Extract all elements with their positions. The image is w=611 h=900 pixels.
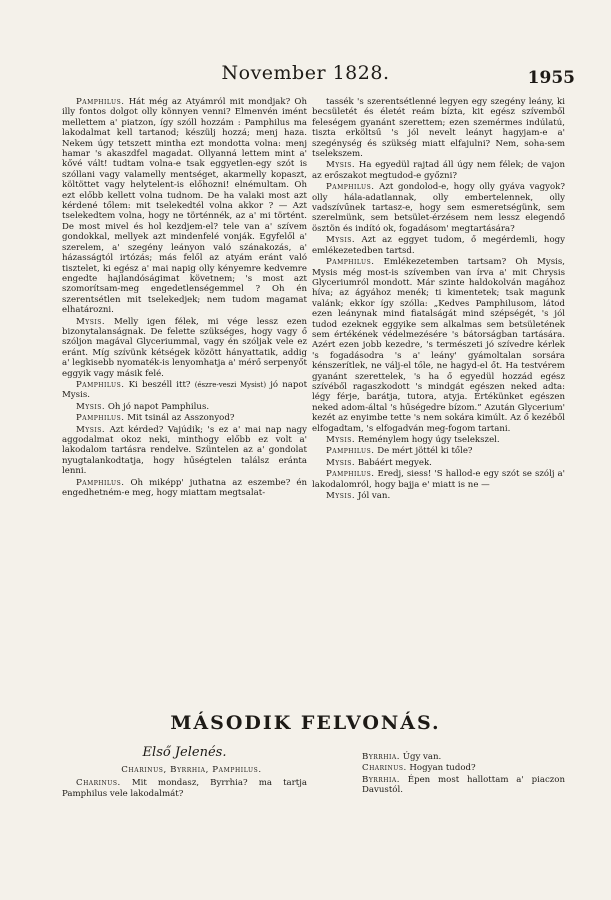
speech-text: Jól van. <box>357 491 391 502</box>
speech-paragraph <box>312 458 565 468</box>
speech-paragraph <box>312 97 565 159</box>
speech-paragraph <box>362 752 565 762</box>
speech-text-continued: jó napot Mysis. <box>62 379 307 401</box>
act-column-right <box>362 752 565 797</box>
speech-text: Hogyan tudod? <box>409 763 476 774</box>
stage-direction: (észre-veszi Mysist) <box>194 380 267 389</box>
speech-text: Hát még az Atyámról mit mondjak? Oh illy fontos dolgot olly könnyen venni? Elmenvén imént mellettem a' piatzon, így szóll hozzám : Pamphilus ma lakodalmat kell tartanod; készülj hozzá; menj haza. Nekem úgy tetszett mintha ezt mondotta volna: menj hamar 's akaszdfel magadat. Ollyanná lettem mint a' kővé vált! tudtam volna-e tsak eggyetlen-egy szót is szóllani vagy valamelly mentséget, akarmelly kopaszt, költöttet vagy helytelent-is előhozni! elnémultam. Oh ezt előbb kellett volna tudnom. De ha valaki most azt kérdené tőlem: mit tselekedtél volna akkor ? — Azt tselekedtem volna, hogy ne történnék, az a' mi történt. De most mivel és hol kezdjem-el? tele van a' szívem gondokkal, mellyek azt mindenfelé vonják. Egyfelől a' szerelem, a' szegény leányon való szánakozás, a' házasságtól irtózás; más felől az atyám eránt való tisztelet, ki egész a' mai napig olly kényemre kedvemre engedte hajlandóságimat követnem; 's most azt szomorítsam-meg engedetlenségemmel ? Oh én szerentsétlen mit tselekedjek; nem tudom magamat elhatározni. <box>62 97 307 316</box>
speech-text: Melly igen félek, mi vége lessz ezen bizonytalanságnak. De felette szükséges, hogy vagy ő szóljon magával Glyceriummal, vagy én szóljak vele ez eránt. Míg szívünk kétségek között hányattatik, addig a' legkisebb nyomaték-is lenyomhatja a' mérő serpenyőt eggyik vagy másik felé. <box>62 316 307 379</box>
speaker-name: Mysis. <box>326 160 356 171</box>
speech-paragraph <box>62 317 307 379</box>
speaker-name: Pamphilus. <box>76 477 125 488</box>
speech-paragraph <box>362 775 565 796</box>
speaker-name: Pamphilus. <box>76 97 125 107</box>
speaker-name: Charinus. <box>362 763 407 774</box>
page-number: 1955 <box>527 68 575 88</box>
speech-paragraph <box>62 425 307 477</box>
speech-paragraph <box>312 257 565 434</box>
dramatis-personae: Charinus, Byrrhia, Pamphilus. <box>121 765 262 775</box>
speech-text: Úgy van. <box>402 752 442 762</box>
speech-paragraph <box>62 380 307 401</box>
speaker-name: Mysis. <box>326 235 356 246</box>
speech-paragraph <box>62 478 307 499</box>
speaker-name: Byrrhia. <box>362 774 400 785</box>
text-column-right <box>312 97 565 669</box>
speaker-name: Pamphilus. <box>326 257 375 268</box>
speaker-name: Mysis. <box>76 424 106 435</box>
speech-text: Ha egyedül rajtad áll úgy nem félek; de vajon az erőszakot megtudod-e győzni? <box>312 160 565 181</box>
speech-paragraph <box>62 97 307 316</box>
speech-text: Babáért megyek. <box>357 457 432 468</box>
speech-text: Reménylem hogy úgy tselekszel. <box>357 435 500 445</box>
speaker-name: Mysis. <box>326 435 356 445</box>
speaker-name: Pamphilus. <box>326 182 375 193</box>
speaker-name: Pamphilus. <box>76 413 125 424</box>
speech-paragraph <box>312 435 565 445</box>
speaker-name: Pamphilus. <box>76 379 125 390</box>
speech-text: Azt kérded? Vajúdik; 's ez a' mai nap nagy aggodalmat okoz neki, minthogy előbb ez volt a' lakodalom tartásra rendelve. Szüntelen az a' gondolat nyugtalankodtatja, hogy hűségtelen találsz eránta lenni. <box>62 424 307 477</box>
speech-paragraph <box>312 160 565 181</box>
speech-text: Emlékezetemben tartsam? Oh Mysis, Mysis még most-is szívemben van írva a' mit Chrysis Glyceriumról mondott. Már szinte haldokolván magához híva; az ágyához menék; ti kimentetek; tsak magunk valánk; ekkor így szólla: „Kedves Pamphilusom, látod ezen leánynak mind fiatalságát mind szépségét, 's jól tudod ezeknek eggyike sem alkalmas sem betsületének sem értékének védelmezésére 's bátorságban tartására. Azért ezen jobb kezedre, 's természeti jó szívedre kérlek 's fogadásodra 's a' leány' gyámoltalan sorsára kénszerítlek, ne válj-el tőle, ne hagyd-el őt. Ha testvérem gyanánt szerettelek, 's ha ő egyedül hozzád egész szívéből ragaszkodott 's mindgát egészen neked adta: légy férje, barátja, tutora, atyja. Értékünket egészen neked adom-által 's hűségedre bízom.” Azután Glycerium' kezét az enyimbe tette 's nem sokára kimúlt. Az ő kezéből elfogadtam, 's elfogadván meg-fogom tartani. <box>312 257 565 434</box>
speech-text: Ki beszéll itt? <box>128 379 191 390</box>
running-head-title: November 1828. <box>221 62 390 84</box>
speech-paragraph <box>62 413 307 423</box>
act-column-left <box>62 765 307 800</box>
speaker-name: Pamphilus. <box>326 446 375 457</box>
act-heading: MÁSODIK FELVONÁS. <box>170 712 441 734</box>
speaker-name: Mysis. <box>76 316 106 327</box>
speech-text: De mért jöttél ki tőle? <box>377 446 473 457</box>
speech-paragraph <box>62 402 307 412</box>
text-column-left <box>62 97 307 669</box>
speech-text: tassék 's szerentsétlenné legyen egy szegény leány, ki becsületét és életét reám bízta, kit egész szívemből feleségem gyanánt szerettem; ezen szemérmes indúlatú, tiszta erköltsű 's jól nevelt leányt hagyjam-e a' szegénység és szükség miatt elfajulni? Nem, soha-sem tselekszem. <box>312 97 565 160</box>
speaker-name: Pamphilus. <box>326 469 375 480</box>
speech-text: Azt gondolod-e, hogy olly gyáva vagyok? olly hála-adatlannak, olly embertelennek, olly vadszívűnek tartasz-e, hogy sem esmeretségünk, sem szerelmünk, sem betsület-érzésem nem lessz elegendő ösztön és indító ok, fogadásom' megtartására? <box>312 182 565 234</box>
speech-text: Eredj, siess! 'S hallod-e egy szót se szólj a' lakodalomról, hogy bajja e' miatt is ne — <box>312 469 565 490</box>
speaker-name: Charinus. <box>76 778 121 789</box>
speech-text: Oh miképp' juthatna az eszembe? én engedhetném-e meg, hogy miattam megtsalat- <box>62 477 307 499</box>
speech-paragraph <box>312 491 565 501</box>
speech-paragraph <box>312 469 565 490</box>
speaker-name: Byrrhia. <box>362 752 400 762</box>
speech-text: Mit mondasz, Byrrhia? ma tartja Pamphilus vele lakodalmát? <box>62 778 308 799</box>
speaker-name: Mysis. <box>326 457 356 468</box>
speech-text: Azt az eggyet tudom, ő megérdemli, hogy emlékezetedben tartsd. <box>312 235 565 256</box>
scene-heading: Első Jelenés. <box>142 745 227 760</box>
speech-paragraph <box>62 778 307 799</box>
speech-paragraph <box>362 763 565 773</box>
speech-text: Épen most hallottam a' piaczon Davustól. <box>362 774 565 796</box>
speech-text: Mit tsinál az Asszonyod? <box>127 413 235 424</box>
speech-paragraph <box>312 235 565 256</box>
speaker-name: Mysis. <box>326 491 356 502</box>
speech-paragraph <box>312 446 565 456</box>
speech-paragraph <box>312 182 565 234</box>
speaker-name: Mysis. <box>76 401 106 412</box>
speech-text: Oh jó napot Pamphilus. <box>107 401 210 412</box>
